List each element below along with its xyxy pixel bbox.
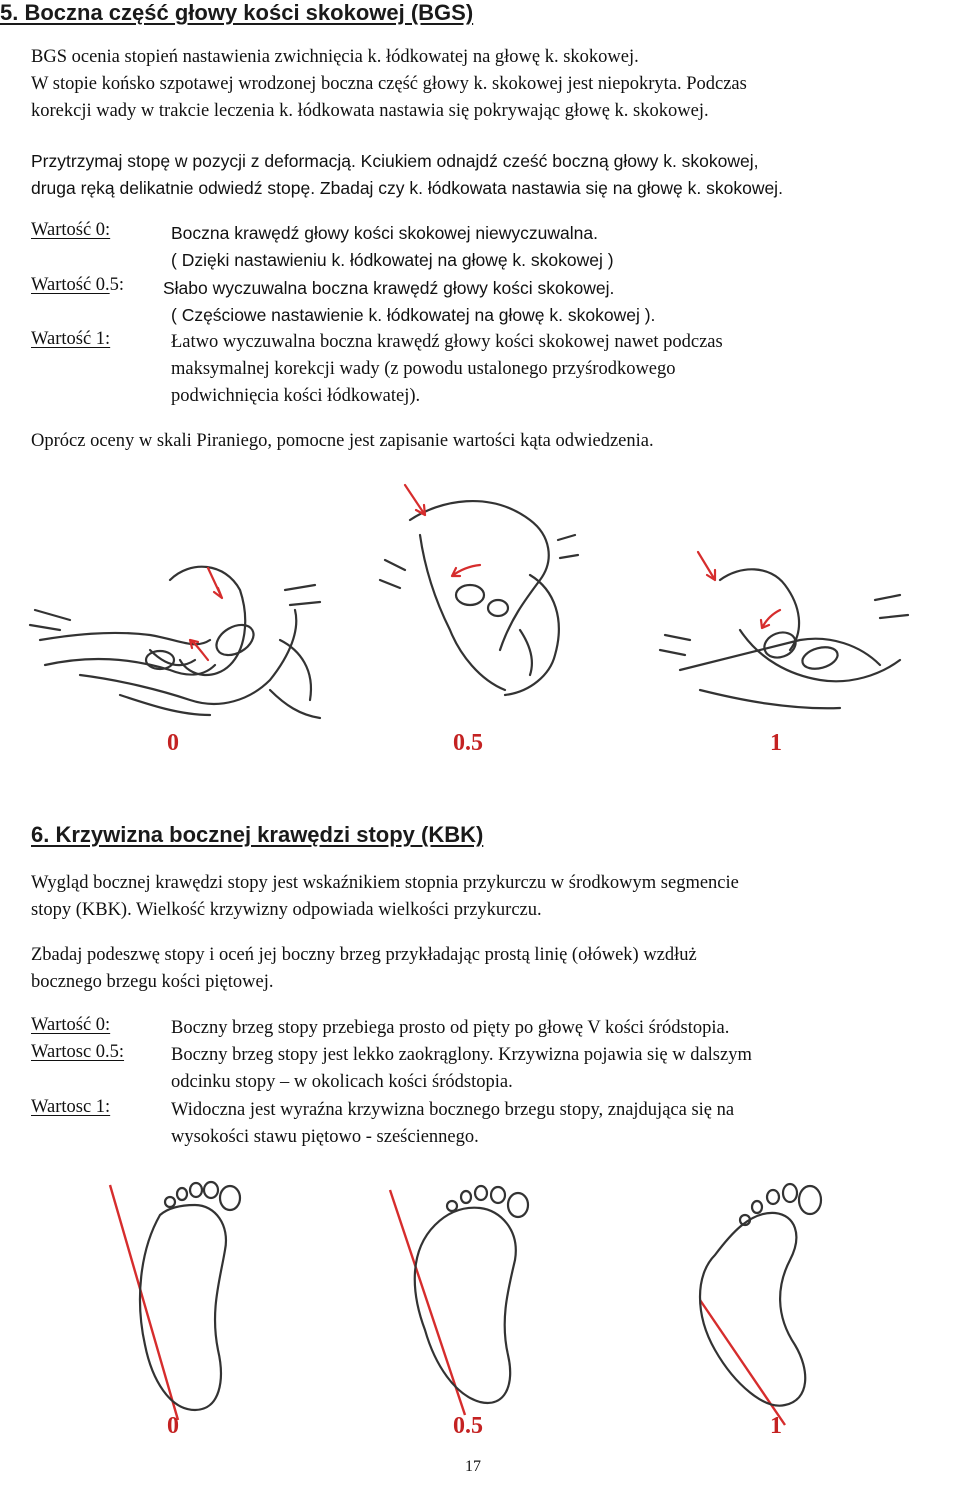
page-number: 17 bbox=[465, 1458, 481, 1475]
section6-score-0-label: Wartość 0: bbox=[31, 1015, 111, 1035]
section5-intro-line-3: korekcji wady w trakcie leczenia k. łódkowata nastawia się pokrywając głowę k. skokowej. bbox=[31, 101, 709, 121]
section5-score-05-label-pre: Wartość 0. bbox=[31, 275, 110, 295]
section6-intro bbox=[31, 870, 946, 924]
section6-heading: 6. Krzywizna bocznej krawędzi stopy (KBK) bbox=[31, 822, 484, 847]
section5-score-05-line-1: Słabo wyczuwalna boczna krawędź głowy kości skokowej. bbox=[163, 278, 615, 298]
section5-instruction-line-2: druga ręką delikatnie odwiedź stopę. Zbadaj czy k. łódkowata nastawia się na głowę k. skokowej. bbox=[31, 178, 783, 198]
section5-score-1-line-2: maksymalnej korekcji wady (z powodu ustalonego przyśrodkowego bbox=[171, 359, 676, 379]
section5-intro-line-1: BGS ocenia stopień nastawienia zwichnięcia k. łódkowatej na głowę k. skokowej. bbox=[31, 47, 639, 67]
section6-score-1-text bbox=[171, 1097, 931, 1151]
section6-score-05-line-2: odcinku stopy – w okolicach kości śródstopia. bbox=[171, 1072, 513, 1092]
section5-instruction-line-1: Przytrzymaj stopę w pozycji z deformacją. Kciukiem odnajdź cześć boczną głowy k. skokowej, bbox=[31, 151, 759, 171]
figure-kbk-1-illustration bbox=[685, 1165, 835, 1435]
figure-bgs-05-illustration bbox=[380, 480, 580, 710]
section5-score-1-text bbox=[171, 329, 931, 410]
figure-kbk-label-0: 0 bbox=[167, 1413, 179, 1439]
section5-score-05-text bbox=[163, 275, 923, 329]
section5-score-0-label: Wartość 0: bbox=[31, 220, 111, 240]
figure-bgs-label-1: 1 bbox=[770, 730, 782, 756]
section5-score-0-line-2: ( Dzięki nastawieniu k. łódkowatej na głowę k. skokowej ) bbox=[171, 250, 614, 270]
figure-kbk-label-1: 1 bbox=[770, 1413, 782, 1439]
figure-kbk-0-illustration bbox=[100, 1170, 260, 1425]
figure-bgs-label-05: 0.5 bbox=[453, 730, 483, 756]
section6-score-0-line-1: Boczny brzeg stopy przebiega prosto od pięty po głowę V kości śródstopia. bbox=[171, 1018, 730, 1038]
section6-instructions bbox=[31, 942, 946, 996]
section5-score-1-line-1: Łatwo wyczuwalna boczna krawędź głowy kości skokowej nawet podczas bbox=[171, 332, 723, 352]
section5-score-1-line-3: podwichnięcia kości łódkowatej). bbox=[171, 386, 421, 406]
section6-instruction-line-1: Zbadaj podeszwę stopy i oceń jej boczny brzeg przykładając prostą linię (ołówek) wzdłuż bbox=[31, 945, 697, 965]
section6-score-1-line-1: Widoczna jest wyraźna krzywizna bocznego brzegu stopy, znajdująca się na bbox=[171, 1100, 735, 1120]
section5-intro-line-2: W stopie końsko szpotawej wrodzonej boczna część głowy k. skokowej jest niepokryta. Podczas bbox=[31, 74, 747, 94]
section5-score-05-line-2: ( Częściowe nastawienie k. łódkowatej na głowę k. skokowej ). bbox=[171, 305, 656, 325]
section5-instructions bbox=[31, 148, 946, 202]
section6-score-05-text bbox=[171, 1042, 931, 1096]
figure-kbk-05-illustration bbox=[380, 1170, 550, 1425]
section6-score-1-label: Wartosc 1: bbox=[31, 1097, 111, 1117]
figure-bgs-1-illustration bbox=[660, 540, 920, 720]
figure-bgs-0-illustration bbox=[30, 540, 330, 730]
section6-score-05-line-1: Boczny brzeg stopy jest lekko zaokrąglony. Krzywizna pojawia się w dalszym bbox=[171, 1045, 752, 1065]
section5-note: Oprócz oceny w skali Piraniego, pomocne jest zapisanie wartości kąta odwiedzenia. bbox=[31, 431, 654, 451]
figure-kbk-label-05: 0.5 bbox=[453, 1413, 483, 1439]
section6-intro-line-2: stopy (KBK). Wielkość krzywizny odpowiada wielkości przykurczu. bbox=[31, 900, 542, 920]
figure-bgs-label-0: 0 bbox=[167, 730, 179, 756]
section5-intro bbox=[31, 44, 946, 125]
section5-score-05-label-post: 5: bbox=[109, 275, 125, 295]
section6-intro-line-1: Wygląd bocznej krawędzi stopy jest wskaźnikiem stopnia przykurczu w środkowym segmencie bbox=[31, 873, 739, 893]
section5-score-0-text bbox=[171, 220, 931, 274]
section6-instruction-line-2: bocznego brzegu kości piętowej. bbox=[31, 972, 274, 992]
section5-score-0-line-1: Boczna krawędź głowy kości skokowej niewyczuwalna. bbox=[171, 223, 598, 243]
section6-score-0-text bbox=[171, 1015, 931, 1042]
section6-score-05-label: Wartosc 0.5: bbox=[31, 1042, 125, 1062]
section5-score-05-label bbox=[31, 275, 124, 296]
section6-score-1-line-2: wysokości stawu piętowo - sześciennego. bbox=[171, 1127, 479, 1147]
section5-score-1-label: Wartość 1: bbox=[31, 329, 111, 349]
section5-heading: 5. Boczna część głowy kości skokowej (BGS) bbox=[0, 0, 474, 25]
